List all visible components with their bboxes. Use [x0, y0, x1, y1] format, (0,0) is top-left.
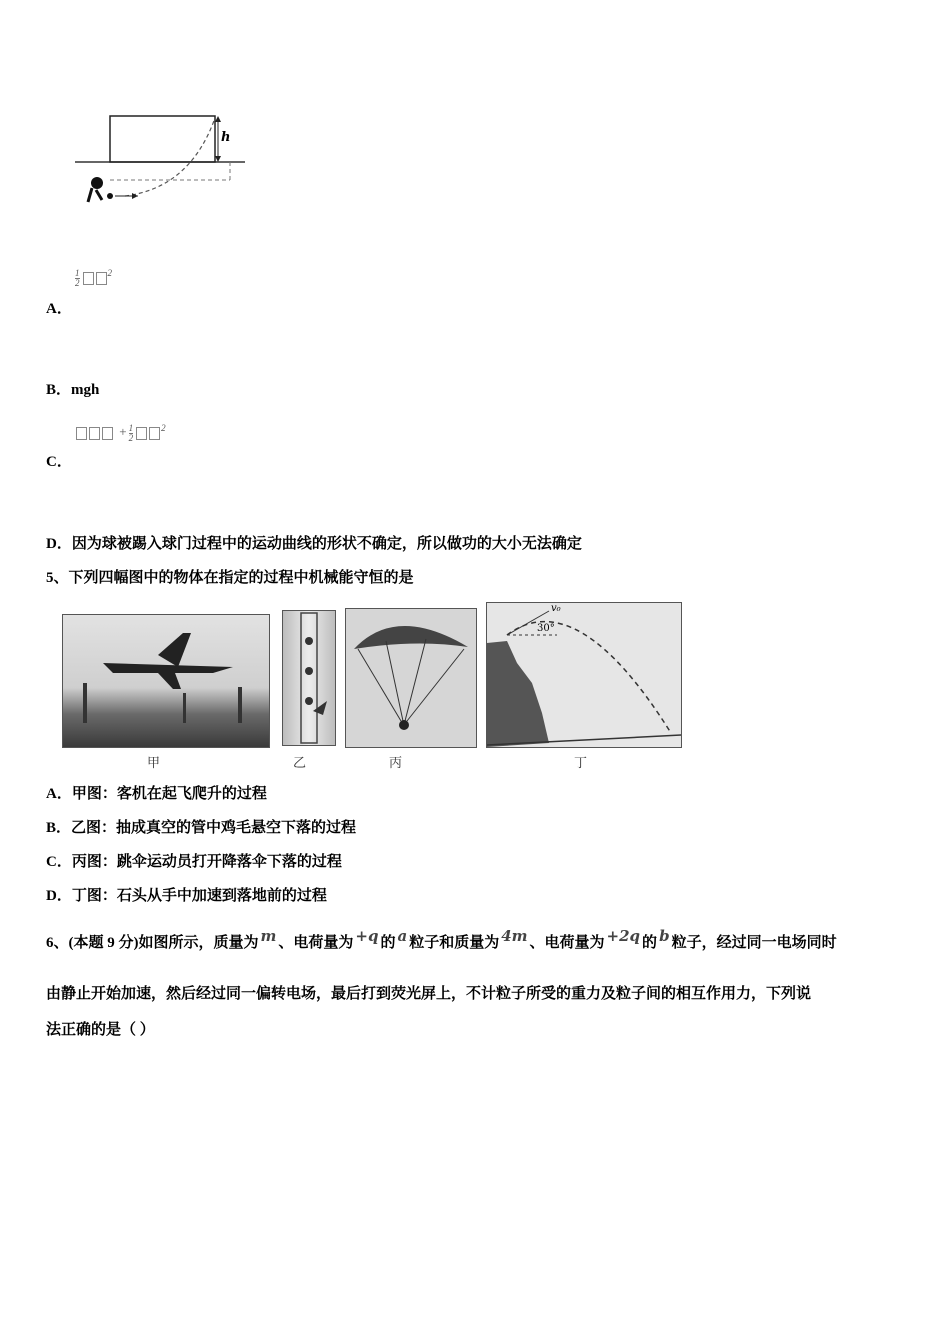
frac-numerator: 1: [75, 267, 80, 278]
question-6-line-1: [46, 927, 837, 954]
exponent: 2: [161, 423, 166, 433]
mass-4m: 4m: [501, 927, 528, 945]
option-c-label: C．: [46, 454, 72, 470]
q6-text-2: 、电荷量为: [278, 935, 354, 951]
photo-parachute: [345, 608, 477, 748]
q6-text-7: 粒子，经过同一电场同时: [671, 935, 837, 951]
angle-label: 30°: [537, 623, 555, 634]
frac-denominator: 2: [75, 277, 80, 288]
q6-text-4: 粒子和质量为: [409, 935, 500, 951]
q6-text-1: 6、(本题 9 分)如图所示，质量为: [46, 935, 259, 951]
q5-option-c: C．丙图：跳伞运动员打开降落伞下落的过程: [46, 854, 342, 870]
photo-cliff-throw: [486, 602, 682, 748]
q5-option-d: D．丁图：石头从手中加速到落地前的过程: [46, 888, 327, 904]
caption-bing: 丙: [389, 756, 403, 771]
option-a-label: A．: [46, 301, 72, 317]
caption-jia: 甲: [147, 756, 161, 771]
frac-numerator: 1: [128, 422, 134, 433]
photo-airplane: [62, 614, 270, 748]
question-5-stem: 5、下列四幅图中的物体在指定的过程中机械能守恒的是: [46, 570, 414, 586]
option-d: D．因为球被踢入球门过程中的运动曲线的形状不确定，所以做功的大小无法确定: [46, 536, 582, 552]
charge-q: +q: [355, 927, 379, 945]
frac-denominator: 2: [128, 432, 134, 443]
q5-option-a: A．甲图：客机在起飞爬升的过程: [46, 786, 267, 802]
goal-figure: [70, 108, 250, 218]
q6-text-6: 的: [642, 935, 658, 951]
particle-b: b: [659, 927, 670, 945]
option-b: B．mgh: [46, 382, 100, 398]
plus-sign: +: [119, 424, 127, 440]
mass-m: m: [260, 927, 277, 945]
charge-2q: +2q: [606, 927, 641, 945]
option-c-formula: [75, 423, 166, 443]
q6-text-3: 的: [380, 935, 396, 951]
question-6-line-2: 由静止开始加速，然后经过同一偏转电场，最后打到荧光屏上，不计粒子所受的重力及粒子间的相互作用力，下列说: [46, 986, 812, 1002]
option-a-formula: [75, 268, 112, 288]
q6-text-5: 、电荷量为: [529, 935, 605, 951]
caption-yi: 乙: [293, 756, 307, 771]
q5-option-b: B．乙图：抽成真空的管中鸡毛悬空下落的过程: [46, 820, 357, 836]
caption-ding: 丁: [574, 756, 588, 771]
exponent: 2: [107, 268, 112, 278]
photo-feather-tube: [282, 610, 336, 746]
particle-a: a: [397, 927, 408, 945]
velocity-label: v₀: [551, 603, 561, 614]
height-label: h: [221, 130, 231, 145]
question-6-line-3: 法正确的是（ ）: [46, 1022, 155, 1038]
